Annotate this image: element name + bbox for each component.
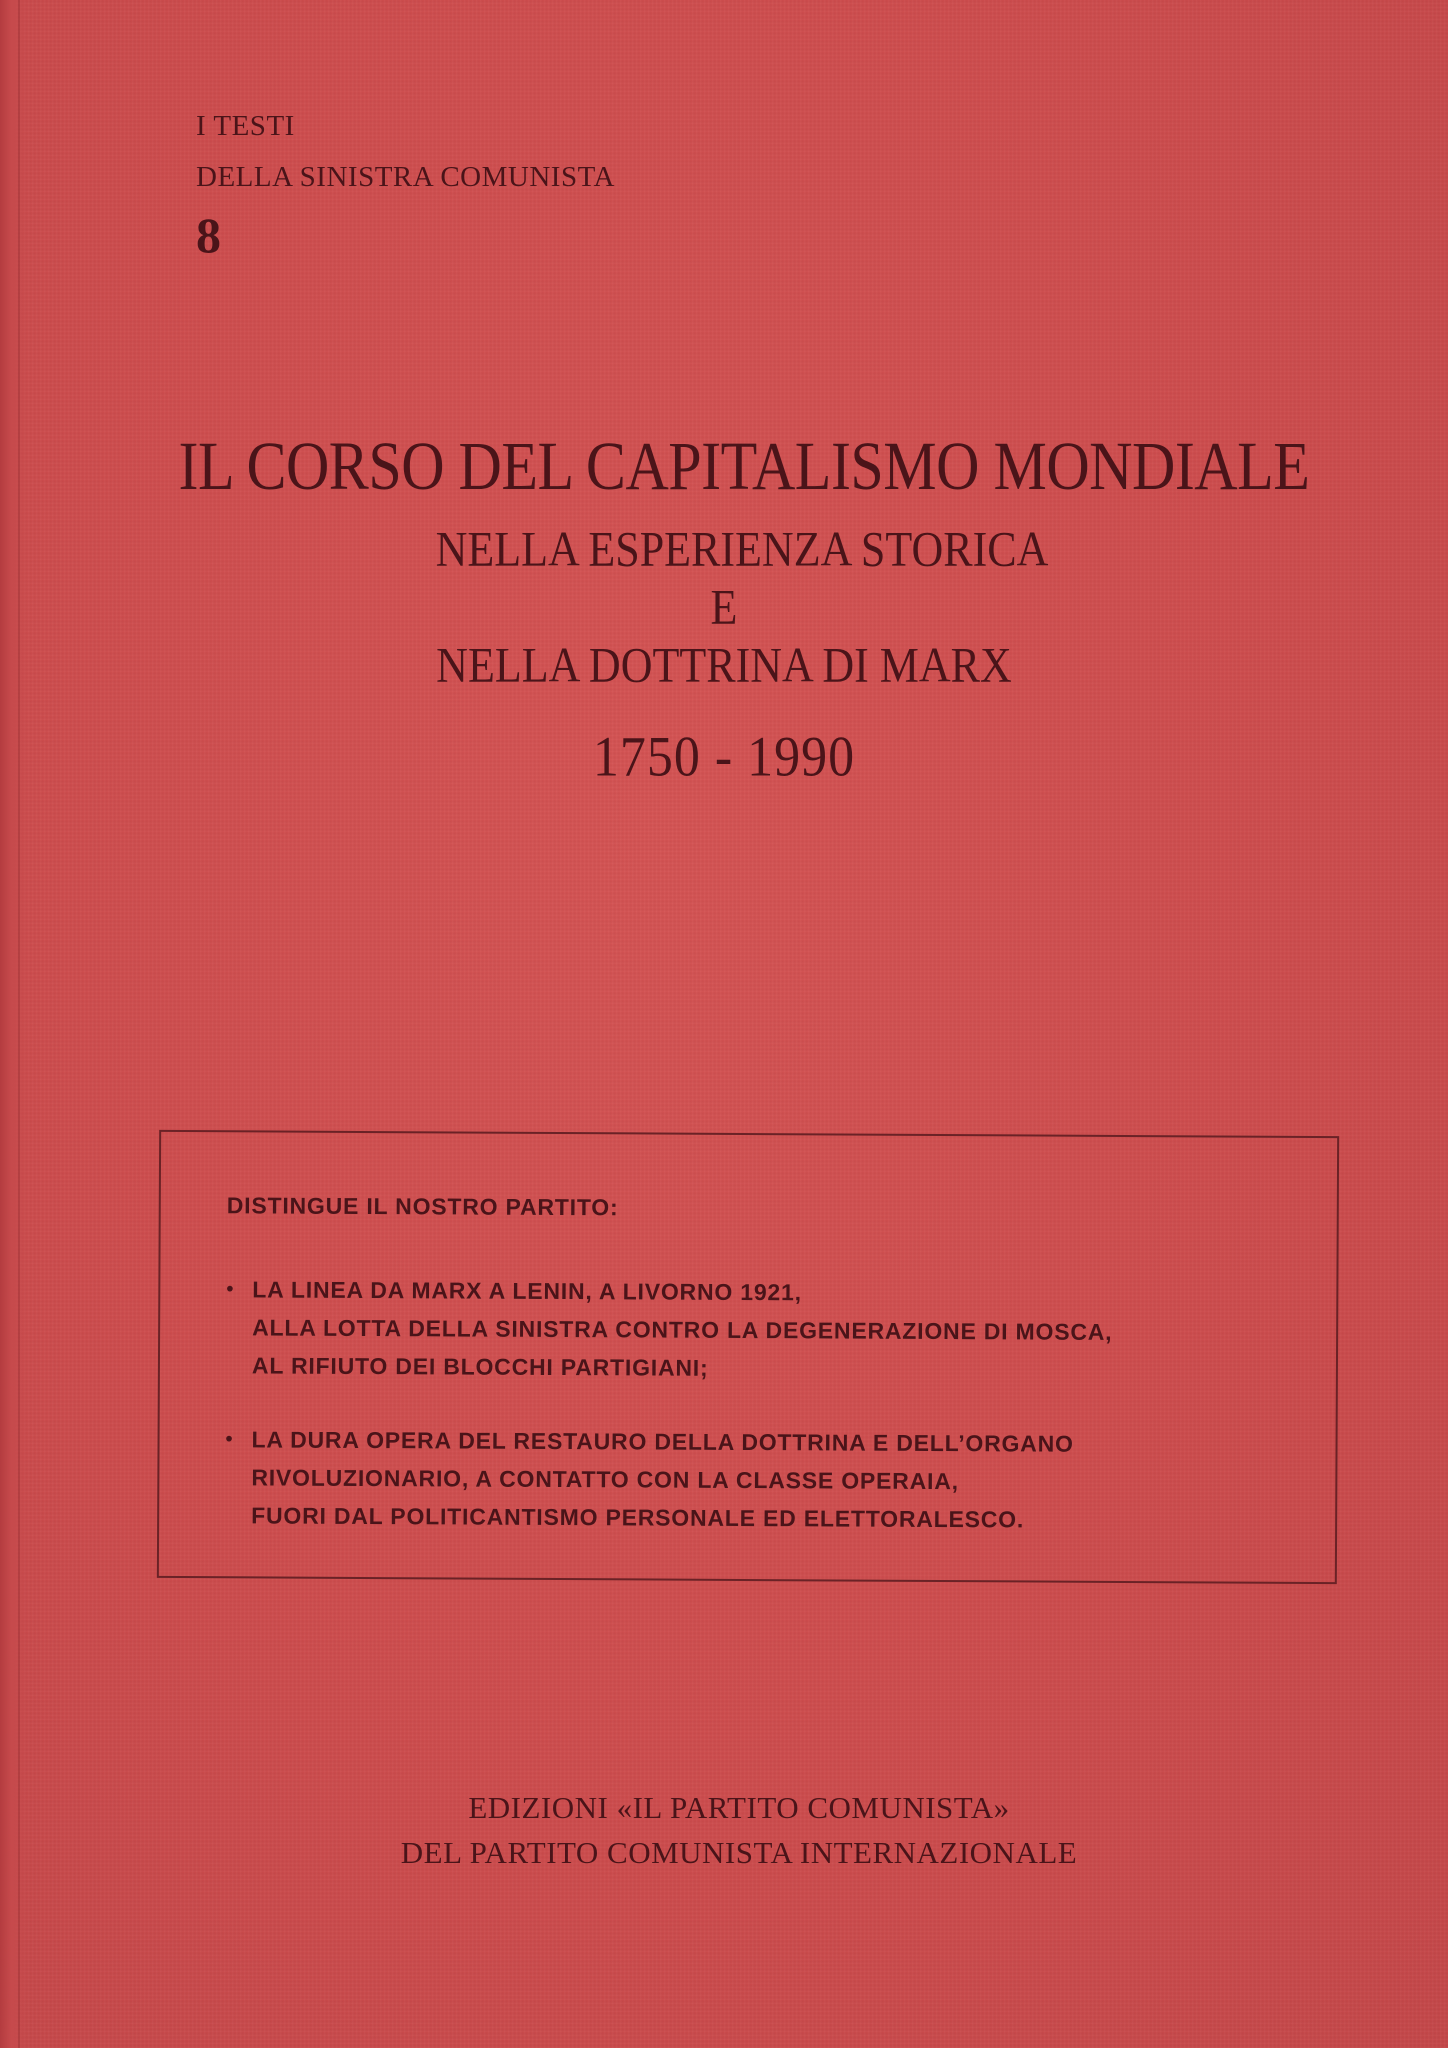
statement-point-1-line-2: ALLA LOTTA DELLA SINISTRA CONTRO LA DEGENERAZIONE DI MOSCA,: [252, 1314, 1113, 1345]
party-statement-box: [157, 1130, 1339, 1584]
series-name-line2: DELLA SINISTRA COMUNISTA: [196, 161, 615, 193]
subtitle-line-2: E: [710, 580, 738, 635]
statement-point-2-line-1: LA DURA OPERA DEL RESTAURO DELLA DOTTRINA E DELL’ORGANO: [251, 1426, 1074, 1457]
statement-point-1-line-3: AL RIFIUTO DEI BLOCCHI PARTIGIANI;: [251, 1352, 709, 1381]
book-title: IL CORSO DEL CAPITALISMO MONDIALE: [178, 428, 1310, 504]
spine-fold-line: [18, 0, 20, 2048]
statement-point-1-line-1: LA LINEA DA MARX A LENIN, A LIVORNO 1921,: [252, 1276, 802, 1306]
bullet-icon: •: [226, 1278, 235, 1301]
statement-point-2-line-2: RIVOLUZIONARIO, A CONTATTO CON LA CLASSE OPERAIA,: [251, 1464, 959, 1495]
statement-heading: DISTINGUE IL NOSTRO PARTITO:: [226, 1192, 619, 1221]
statement-point-2: [225, 1420, 1074, 1538]
subtitle-line-3: NELLA DOTTRINA DI MARX: [436, 638, 1012, 693]
year-range: 1750 - 1990: [592, 726, 856, 789]
spine-edge: [0, 0, 28, 2048]
publisher-block: [0, 1792, 1448, 1882]
subtitle-line-1: NELLA ESPERIENZA STORICA: [435, 522, 1049, 577]
series-name-line1: I TESTI: [196, 110, 295, 142]
bullet-icon: •: [225, 1428, 234, 1451]
statement-point-1: [226, 1270, 1113, 1389]
publisher-line-1: EDIZIONI «IL PARTITO COMUNISTA»: [468, 1790, 1010, 1825]
title-block: [0, 428, 1448, 789]
publisher-line-2: DEL PARTITO COMUNISTA INTERNAZIONALE: [400, 1835, 1078, 1870]
series-number: 8: [196, 207, 221, 263]
series-label: [196, 110, 615, 263]
statement-point-2-line-3: FUORI DAL POLITICANTISMO PERSONALE ED ELETTORALESCO.: [251, 1502, 1025, 1533]
